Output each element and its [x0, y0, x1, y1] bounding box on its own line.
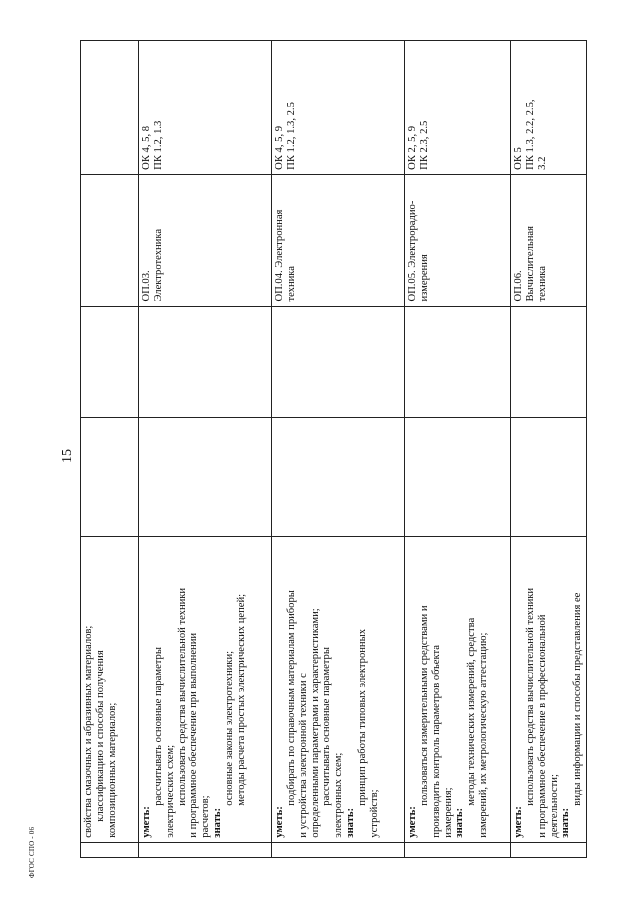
- footer-document-code: ФГОС СПО - 06: [28, 826, 36, 878]
- competency-line: ПК 1.2, 1.3, 2.5: [285, 102, 297, 170]
- requirement-line: измерения;: [442, 787, 454, 838]
- page-number: 15: [60, 449, 75, 463]
- hours-cell: [272, 417, 405, 536]
- competency-line: ОК 5: [513, 147, 524, 170]
- index-cell: [81, 842, 139, 857]
- requirement-line: пользоваться измерительными средствами и: [418, 605, 430, 806]
- curriculum-table: [80, 40, 587, 858]
- requirement-header: знать:: [345, 807, 357, 838]
- requirements-cell: [139, 537, 272, 842]
- requirement-line: определенными параметрами и характеристиками;: [309, 608, 321, 838]
- requirement-line: деятельности;: [548, 774, 560, 838]
- requirement-line: классификацию и способы получения: [94, 650, 106, 822]
- index-cell: [405, 842, 511, 857]
- competency-line: ПК 2.3, 2.5: [418, 120, 430, 170]
- requirement-line: рассчитывать основные параметры: [321, 647, 333, 806]
- requirement-line: электрических схем;: [164, 744, 176, 838]
- hours-cell: [511, 306, 587, 417]
- requirement-line: методы технических измерений, средства: [466, 617, 478, 806]
- discipline-name: техника: [285, 266, 297, 302]
- competencies-cell: [272, 41, 405, 175]
- table-row: [405, 41, 511, 858]
- requirement-line: композиционных материалов;: [106, 702, 118, 838]
- requirement-line: методы расчета простых электрических цепей;: [235, 593, 247, 806]
- requirement-line: основные законы электротехники;: [224, 650, 236, 806]
- requirement-line: и программное обеспечение при выполнении: [188, 632, 200, 838]
- index-cell: [511, 842, 587, 857]
- discipline-name: Вычислительная: [524, 226, 536, 302]
- hours-cell: [139, 306, 272, 417]
- rotated-table-container: [80, 40, 585, 858]
- requirement-line: измерений, их метрологическую аттестацию;: [478, 632, 490, 838]
- discipline-cell: [511, 174, 587, 306]
- requirements-cell: [511, 537, 587, 842]
- requirement-line: производить контроль параметров объекта: [430, 645, 442, 838]
- hours-cell: [81, 417, 139, 536]
- discipline-name: техника: [536, 266, 548, 302]
- requirements-cell: [81, 537, 139, 842]
- requirement-line: использовать средства вычислительной техники: [524, 587, 536, 806]
- discipline-name: ОП.04. Электронная: [274, 209, 285, 302]
- requirements-cell: [272, 537, 405, 842]
- requirement-line: расчетов;: [200, 795, 212, 838]
- requirement-line: и устройства электронной техники с: [297, 673, 309, 838]
- requirement-line: виды информации и способы представления ее: [572, 592, 584, 806]
- requirement-line: использовать средства вычислительной техники: [176, 587, 188, 806]
- discipline-cell: [81, 174, 139, 306]
- requirement-line: и программное обеспечение в профессиональной: [536, 614, 548, 838]
- competency-line: ОК 4, 5, 9: [274, 125, 285, 170]
- competency-line: ПК 1.3, 2.2, 2.5,: [524, 99, 536, 170]
- index-cell: [272, 842, 405, 857]
- discipline-cell: [272, 174, 405, 306]
- competencies-cell: [139, 41, 272, 175]
- hours-cell: [511, 417, 587, 536]
- requirement-line: устройств;: [368, 789, 380, 838]
- requirement-header: уметь:: [274, 806, 285, 838]
- requirement-header: уметь:: [513, 806, 524, 838]
- requirement-line: свойства смазочных и абразивных материалов;: [83, 625, 94, 838]
- competency-line: ОК 4, 5, 8: [141, 125, 152, 170]
- discipline-name: ОП.05. Электрорадио-: [407, 200, 418, 302]
- index-cell: [139, 842, 272, 857]
- requirement-line: электронных схем;: [333, 752, 345, 838]
- discipline-name: Электротехника: [152, 228, 164, 302]
- discipline-name: измерения: [418, 254, 430, 302]
- table-row: [511, 41, 587, 858]
- discipline-code: ОП.03.: [141, 270, 152, 302]
- table-row: [81, 41, 139, 858]
- competencies-cell: [511, 41, 587, 175]
- requirement-header: знать:: [454, 807, 466, 838]
- requirement-line: принцип работы типовых электронных: [357, 628, 369, 806]
- requirement-header: знать:: [560, 807, 572, 838]
- competency-line: ОК 2, 5, 9: [407, 125, 418, 170]
- table-row: [139, 41, 272, 858]
- discipline-cell: [139, 174, 272, 306]
- hours-cell: [272, 306, 405, 417]
- requirement-header: уметь:: [407, 806, 418, 838]
- hours-cell: [139, 417, 272, 536]
- requirement-line: подбирать по справочным материалам приборы: [285, 590, 297, 806]
- requirement-line: рассчитывать основные параметры: [152, 647, 164, 806]
- discipline-code: ОП.06.: [513, 270, 524, 302]
- hours-cell: [81, 306, 139, 417]
- requirement-header: знать:: [212, 807, 224, 838]
- competencies-cell: [81, 41, 139, 175]
- competency-line: ПК 1.2, 1.3: [152, 120, 164, 170]
- requirement-header: уметь:: [141, 806, 152, 838]
- competency-line: 3.2: [536, 156, 548, 170]
- requirements-cell: [405, 537, 511, 842]
- hours-cell: [405, 417, 511, 536]
- competencies-cell: [405, 41, 511, 175]
- hours-cell: [405, 306, 511, 417]
- table-row: [272, 41, 405, 858]
- discipline-cell: [405, 174, 511, 306]
